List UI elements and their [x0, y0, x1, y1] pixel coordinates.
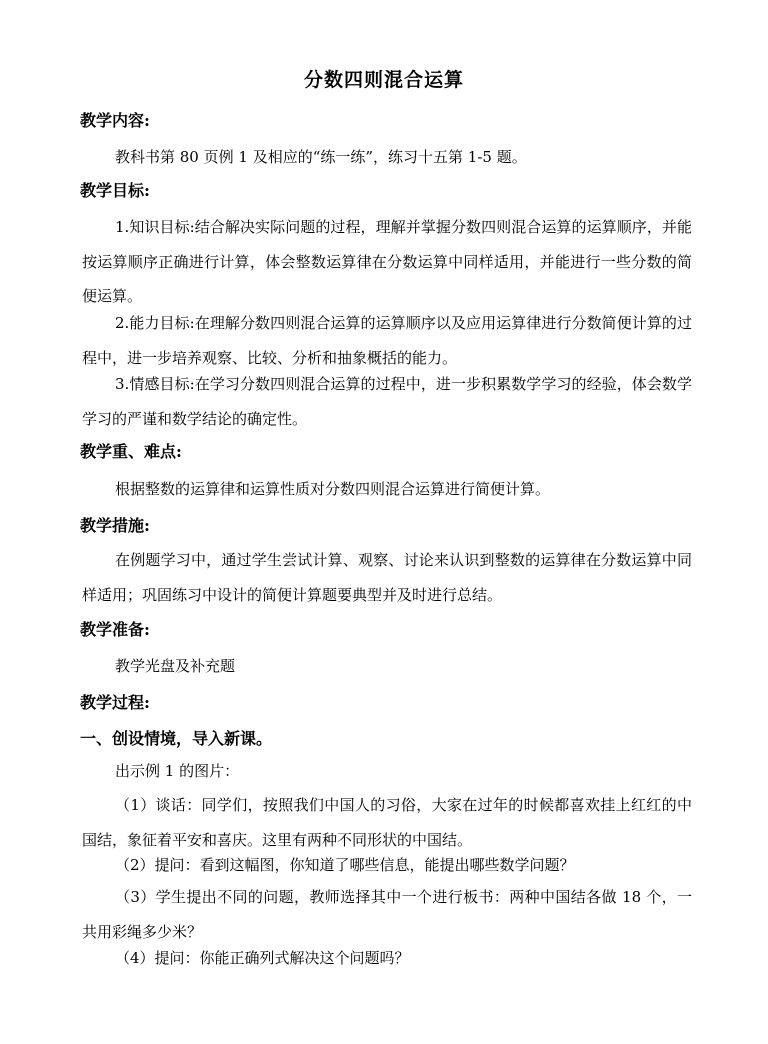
goal-1: 1.知识目标:结合解决实际问题的过程，理解并掌握分数四则混合运算的运算顺序，并能按运算顺序正确进行计算，体会整数运算律在分数运算中同样适用，并能进行一些分数的简便运算。: [82, 218, 692, 306]
measures-text: 在例题学习中，通过学生尝试计算、观察、讨论来认识到整数的运算律在分数运算中同样适用；巩固练习中设计的简便计算题要典型并及时进行总结。: [82, 551, 692, 604]
heading-measures: 教学措施:: [80, 516, 150, 535]
list-item: （2）提问：看到这幅图，你知道了哪些信息，能提出哪些数学问题？: [115, 856, 575, 874]
list-item: （3）学生提出不同的问题，教师选择其中一个进行板书：两种中国结各做 18 个，一共用彩绳多少米？: [82, 888, 692, 941]
key-points-text: 根据整数的运算律和运算性质对分数四则混合运算进行简便计算。: [115, 480, 551, 498]
step-1-intro: 出示例 1 的图片：: [115, 762, 240, 780]
heading-preparation: 教学准备:: [80, 620, 150, 639]
list-item: （4）提问：你能正确列式解决这个问题吗？: [115, 949, 410, 967]
goal-3: 3.情感目标:在学习分数四则混合运算的过程中，进一步积累数学学习的经验，体会数学学习的严谨和数学结论的确定性。: [82, 375, 692, 428]
goal-2: 2.能力目标:在理解分数四则混合运算的运算顺序以及应用运算律进行分数简便计算的过程中，进一步培养观察、比较、分析和抽象概括的能力。: [82, 314, 692, 367]
content-text: 教科书第 80 页例 1 及相应的“练一练”，练习十五第 1-5 题。: [115, 148, 527, 166]
preparation-text: 教学光盘及补充题: [115, 657, 236, 675]
page-title: 分数四则混合运算: [303, 69, 464, 91]
heading-content: 教学内容:: [80, 111, 150, 130]
heading-key-points: 教学重、难点:: [80, 442, 182, 461]
heading-process: 教学过程:: [80, 693, 150, 712]
step-1-heading: 一、创设情境，导入新课。: [80, 729, 273, 748]
heading-goals: 教学目标:: [80, 181, 150, 200]
list-item: （1）谈话：同学们，按照我们中国人的习俗，大家在过年的时候都喜欢挂上红红的中国结，象征着平安和喜庆。这里有两种不同形状的中国结。: [82, 796, 692, 849]
